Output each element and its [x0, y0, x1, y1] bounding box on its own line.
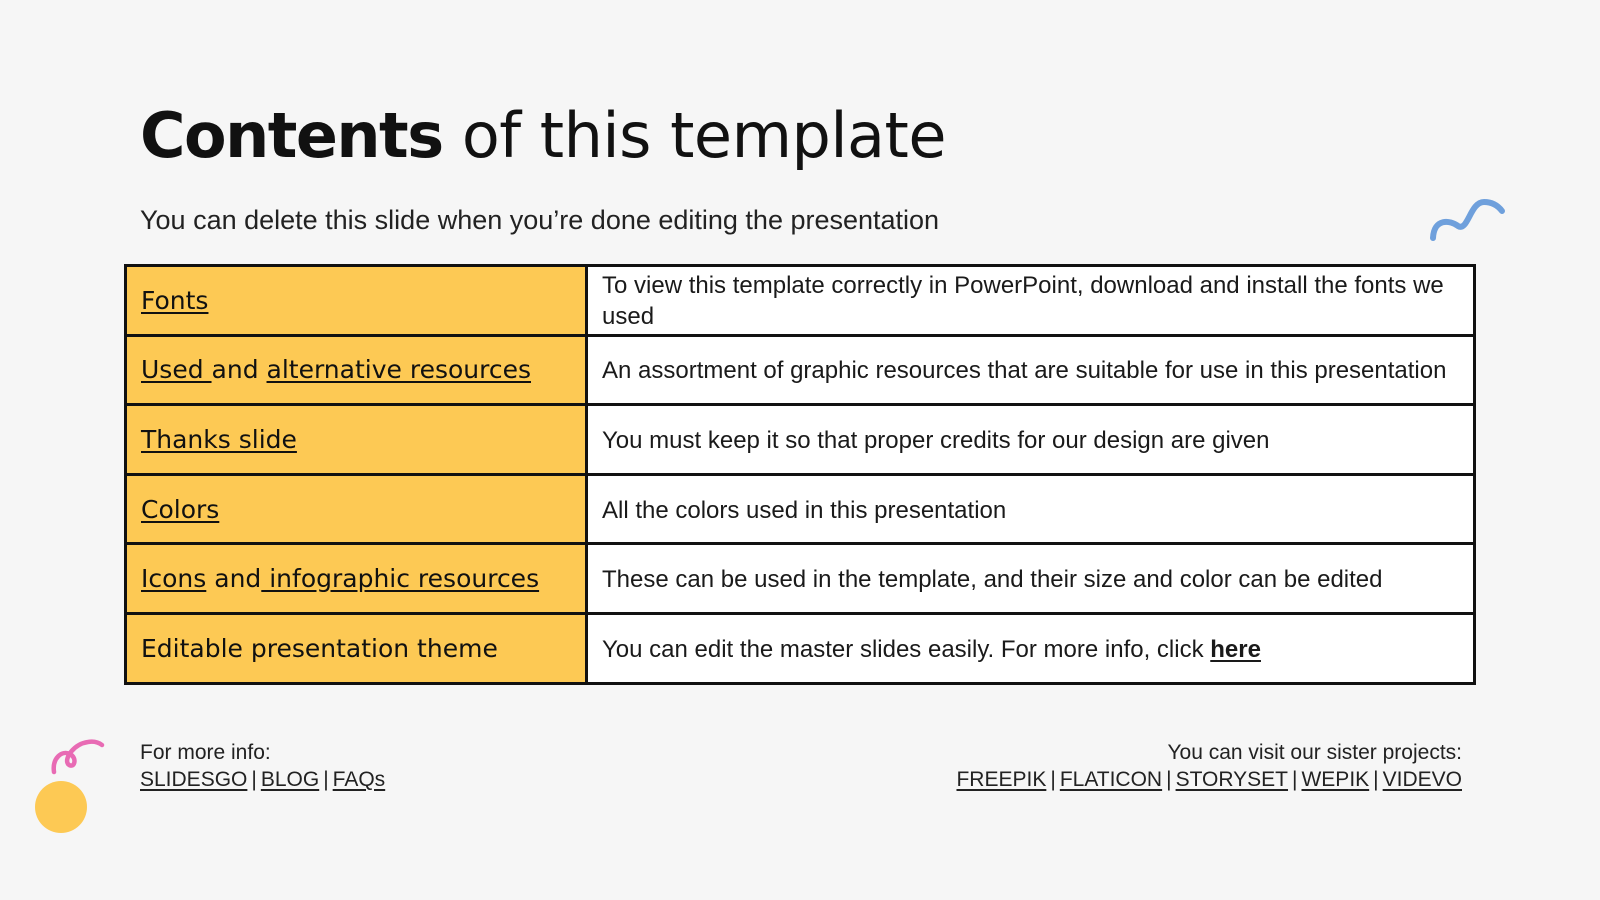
description-text: You must keep it so that proper credits for our design are given [602, 426, 1270, 454]
topic-text: Editable presentation theme [141, 633, 498, 663]
page-subtitle: You can delete this slide when you’re done editing the presentation [140, 205, 940, 235]
table-row [126, 613, 1475, 683]
table-row [126, 266, 1475, 336]
table-row [126, 405, 1475, 475]
footer-link-videvo[interactable]: VIDEVO [1382, 768, 1462, 791]
description-text: These can be used in the template, and their size and color can be edited [602, 566, 1383, 594]
row-description-cell [587, 544, 1475, 614]
pink-squiggle-icon [48, 736, 108, 776]
link-separator: | [1166, 768, 1172, 791]
row-topic-cell [126, 474, 587, 544]
link-separator: | [1292, 768, 1298, 791]
topic-link[interactable]: Icons [141, 564, 207, 594]
row-topic-cell [126, 335, 587, 405]
description-text: All the colors used in this presentation [602, 496, 1007, 524]
row-description-cell [587, 474, 1475, 544]
topic-text: and [211, 355, 267, 385]
footer-left [140, 739, 385, 793]
title-rest: of this template [442, 99, 947, 172]
table-row [126, 335, 1475, 405]
row-topic-cell [126, 266, 587, 336]
row-description-cell [587, 266, 1475, 336]
footer-right [956, 739, 1462, 793]
link-separator: | [1373, 768, 1379, 791]
description-text: An assortment of graphic resources that are suitable for use in this presentation [602, 357, 1447, 385]
link-separator: | [323, 768, 329, 791]
topic-link[interactable]: infographic resources [261, 564, 540, 594]
title-bold: Contents [140, 99, 443, 172]
footer-link-storyset[interactable]: STORYSET [1175, 768, 1289, 791]
topic-link[interactable]: alternative resources [266, 355, 531, 385]
topic-link[interactable]: Colors [141, 494, 220, 524]
footer-link-blog[interactable]: BLOG [260, 768, 320, 791]
description-text: To view this template correctly in PowerPoint, download and install the fonts we used [602, 272, 1444, 331]
topic-link[interactable]: Used [141, 355, 212, 385]
blue-squiggle-icon [1428, 196, 1506, 244]
topic-link[interactable]: Fonts [141, 285, 209, 315]
table-row [126, 474, 1475, 544]
link-separator: | [1050, 768, 1056, 791]
topic-link[interactable]: Thanks slide [141, 424, 297, 454]
footer-link-slidesgo[interactable]: SLIDESGO [140, 768, 248, 791]
row-description-cell [587, 335, 1475, 405]
row-topic-cell [126, 613, 587, 683]
contents-table [124, 264, 1476, 685]
row-topic-cell [126, 544, 587, 614]
footer-link-faqs[interactable]: FAQs [332, 768, 386, 791]
footer-right-links [956, 766, 1462, 793]
row-description-cell [587, 613, 1475, 683]
here-link[interactable]: here [1210, 635, 1261, 663]
page-title [140, 98, 946, 174]
yellow-dot-icon [34, 780, 88, 834]
footer-link-freepik[interactable]: FREEPIK [956, 768, 1047, 791]
footer-left-label: For more info: [140, 741, 271, 764]
footer-link-wepik[interactable]: WEPIK [1301, 768, 1370, 791]
description-text: You can edit the master slides easily. For more info, click [602, 635, 1211, 663]
topic-text: and [206, 564, 262, 594]
row-description-cell [587, 405, 1475, 475]
footer-right-label: You can visit our sister projects: [1167, 741, 1462, 764]
footer-left-links [140, 766, 385, 793]
link-separator: | [251, 768, 257, 791]
row-topic-cell [126, 405, 587, 475]
footer-link-flaticon[interactable]: FLATICON [1059, 768, 1163, 791]
table-row [126, 544, 1475, 614]
